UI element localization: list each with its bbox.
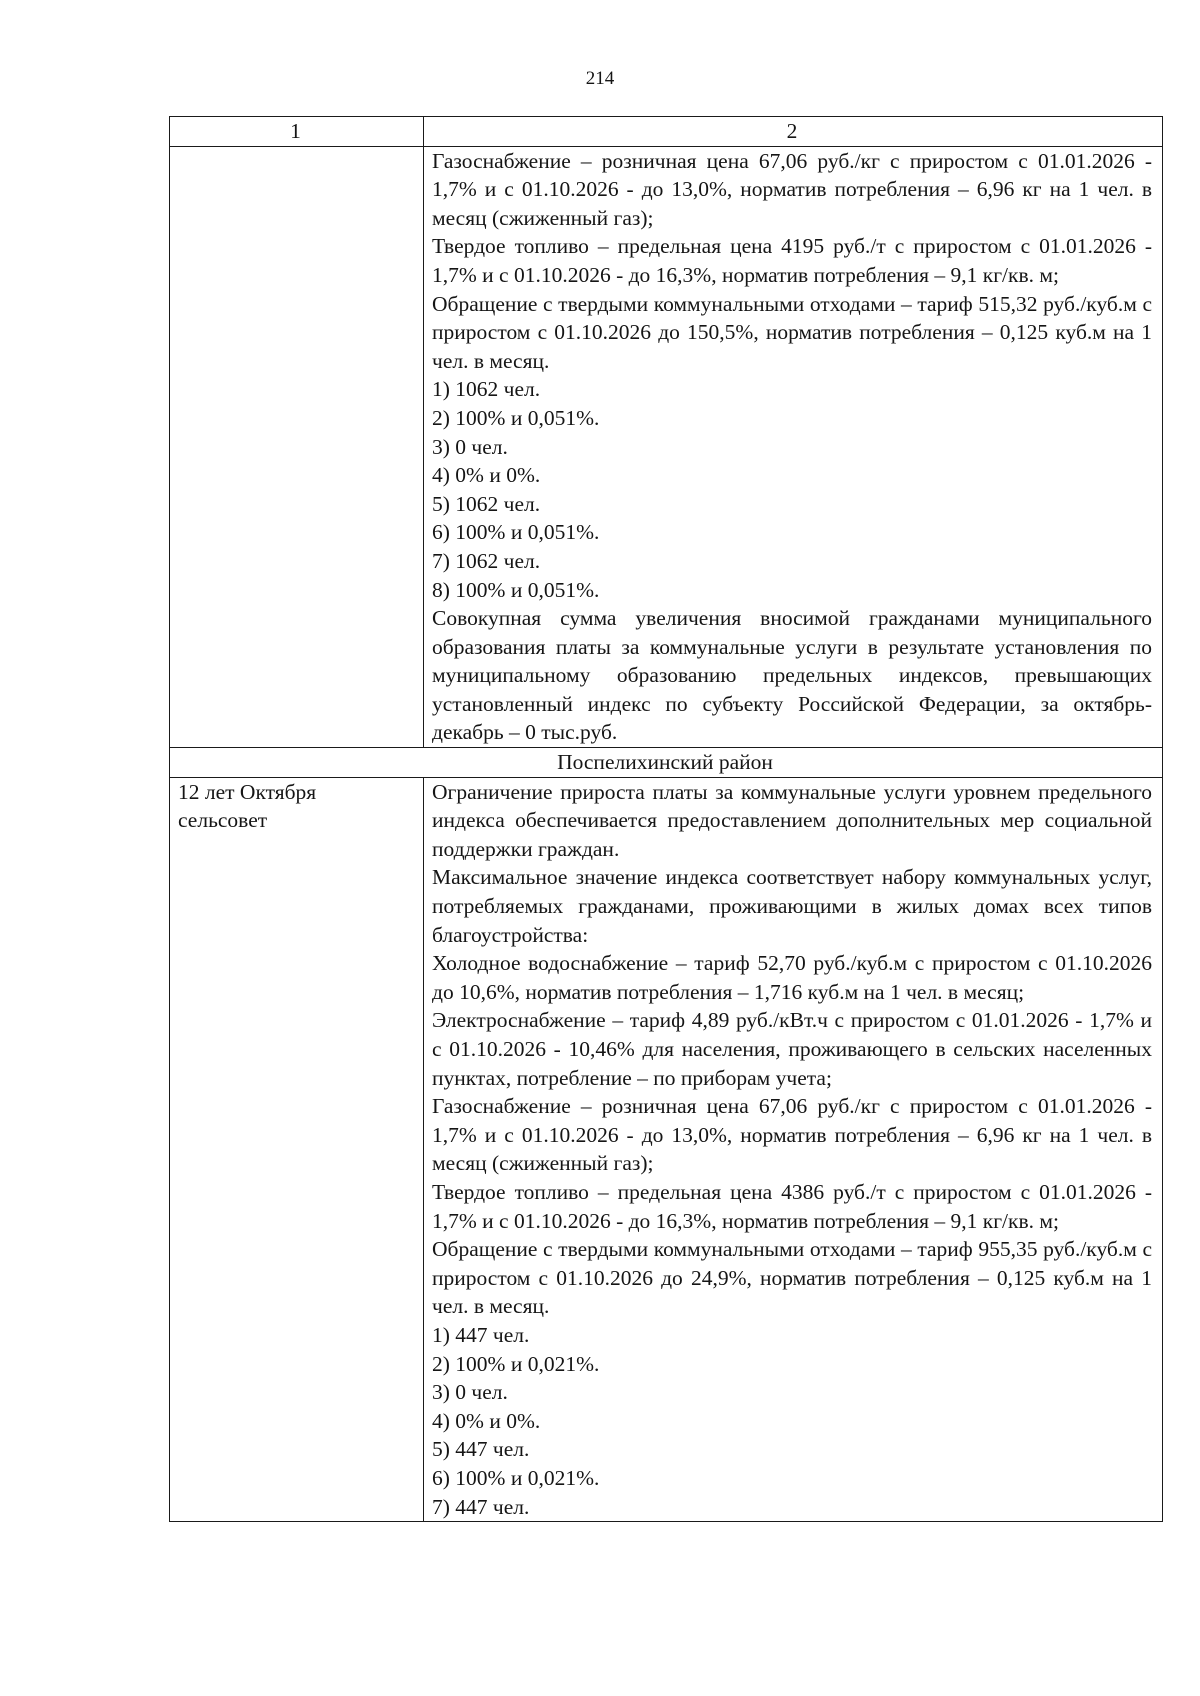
municipality-cell xyxy=(170,777,424,1521)
gas-supply-paragraph: Газоснабжение – розничная цена 67,06 руб./кг с приростом с 01.01.2026 - 1,7% и с 01.10.2026 - до 13,0%, норматив потребления – 6,96 кг на 1 чел. в месяц (сжиженный газ); xyxy=(432,148,1152,230)
solid-fuel-paragraph: Твердое топливо – предельная цена 4195 руб./т с приростом с 01.01.2026 - 1,7% и с 01.10.2026 - до 16,3%, норматив потребления – 9,1 кг/кв. м; xyxy=(432,234,1152,287)
solid-fuel-paragraph: Твердое топливо – предельная цена 4386 руб./т с приростом с 01.01.2026 - 1,7% и с 01.10.2026 - до 16,3%, норматив потребления – 9,1 кг/кв. м; xyxy=(432,1179,1152,1233)
list-item: 4) 0% и 0%. xyxy=(432,463,541,488)
list-item: 2) 100% и 0,021%. xyxy=(432,1351,600,1376)
column-1-header: 1 xyxy=(170,117,424,147)
table-header-row xyxy=(170,117,1163,147)
municipality-name-line: сельсовет xyxy=(178,808,268,833)
region-title: Поспелихинский район xyxy=(170,748,1163,778)
municipality-cell-empty xyxy=(170,146,424,747)
list-item: 6) 100% и 0,021%. xyxy=(432,1465,600,1490)
electricity-paragraph: Электроснабжение – тариф 4,89 руб./кВт.ч с приростом с 01.01.2026 - 1,7% и с 01.10.2026 - 10,46% для населения, проживающего в сельских населенных пунктах, потребление – по приборам учета; xyxy=(432,1008,1152,1090)
list-item: 5) 1062 чел. xyxy=(432,491,541,516)
list-item: 1) 447 чел. xyxy=(432,1322,530,1347)
list-item: 3) 0 чел. xyxy=(432,434,508,459)
region-row xyxy=(170,748,1163,778)
table-row xyxy=(170,146,1163,747)
gas-supply-paragraph: Газоснабжение – розничная цена 67,06 руб./кг с приростом с 01.01.2026 - 1,7% и с 01.10.2026 - до 13,0%, норматив потребления – 6,96 кг на 1 чел. в месяц (сжиженный газ); xyxy=(432,1094,1152,1176)
document-table xyxy=(169,116,1163,1522)
list-item: 3) 0 чел. xyxy=(432,1380,508,1405)
max-index-paragraph: Максимальное значение индекса соответствует набору коммунальных услуг, потребляемых гражданами, проживающими в жилых домах всех типов благоустройства: xyxy=(432,865,1152,947)
limit-paragraph: Ограничение прироста платы за коммунальные услуги уровнем предельного индекса обеспечивается предоставлением дополнительных мер социальной поддержки граждан. xyxy=(432,779,1152,861)
list-item: 7) 1062 чел. xyxy=(432,548,541,573)
total-increase-paragraph: Совокупная сумма увеличения вносимой гражданами муниципального образования платы за коммунальные услуги в результате установления по муниципальному образованию предельных индексов, превышающих установленный индекс по субъекту Российской Федерации, за октябрь-декабрь – 0 тыс.руб. xyxy=(432,606,1152,745)
page-number: 214 xyxy=(585,68,615,89)
municipality-name-line: 12 лет Октября xyxy=(178,779,317,804)
column-2-header: 2 xyxy=(424,117,1163,147)
solid-waste-paragraph: Обращение с твердыми коммунальными отходами – тариф 515,32 руб./куб.м с приростом с 01.10.2026 до 150,5%, норматив потребления – 0,125 куб.м на 1 чел. в месяц. xyxy=(432,291,1152,373)
list-item: 2) 100% и 0,051%. xyxy=(432,405,600,430)
description-cell xyxy=(424,146,1163,747)
list-item: 1) 1062 чел. xyxy=(432,377,541,402)
cold-water-paragraph: Холодное водоснабжение – тариф 52,70 руб./куб.м с приростом с 01.10.2026 до 10,6%, норматив потребления – 1,716 куб.м на 1 чел. в месяц; xyxy=(432,951,1152,1004)
list-item: 8) 100% и 0,051%. xyxy=(432,577,600,602)
list-item: 6) 100% и 0,051%. xyxy=(432,520,600,545)
list-item: 4) 0% и 0%. xyxy=(432,1408,541,1433)
solid-waste-paragraph: Обращение с твердыми коммунальными отходами – тариф 955,35 руб./куб.м с приростом с 01.10.2026 до 24,9%, норматив потребления – 0,125 куб.м на 1 чел. в месяц. xyxy=(432,1237,1152,1319)
description-cell xyxy=(424,777,1163,1521)
list-item: 7) 447 чел. xyxy=(432,1494,530,1519)
table-row xyxy=(170,777,1163,1521)
list-item: 5) 447 чел. xyxy=(432,1437,530,1462)
